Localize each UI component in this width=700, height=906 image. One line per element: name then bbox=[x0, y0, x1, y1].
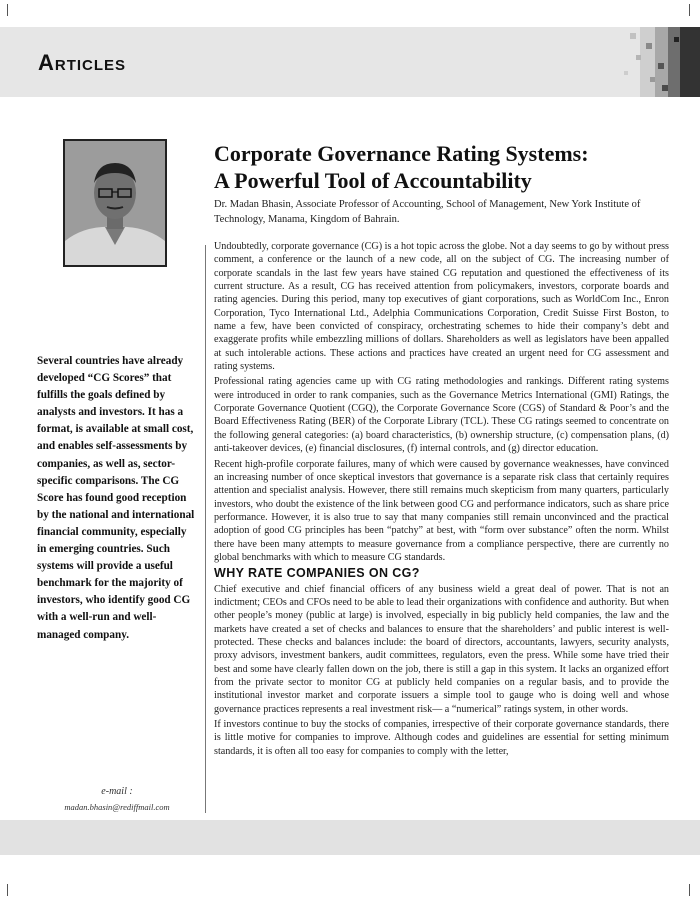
author-email: madan.bhasin@rediffmail.com bbox=[64, 802, 170, 812]
article-title-line2: A Powerful Tool of Accountability bbox=[214, 168, 532, 193]
author-photo bbox=[63, 139, 167, 267]
crop-mark bbox=[7, 4, 8, 16]
body-paragraph: Undoubtedly, corporate governance (CG) is a hot topic across the globe. Not a day seems to go by without press comment, a conference or the launch of a new code, all on the subject of CG. The increasing number of corporate scandals in the last few years have stained CG reputation and questioned the effectiveness of its current structure. As a result, CG has received attention from policymakers, investors, corporate boards and rating agencies. During this period, many top executives of giant corporations, such as WorldCom Inc., Enron Corporation, Tyco International Ltd., Adelphia Communications Corporation, Credit Suisse First Boston, to name a few, have been convicted of conspiracy, orchestrating schemes to hide their company’s debt and exaggerate profits while embezzling millions of dollars. Shareholders as well as legislators have been appalled at such intolerable actions. These actions and practices have created an urgent need for CG assessment and rating systems. bbox=[214, 241, 669, 373]
section-subheading: WHY RATE COMPANIES ON CG? bbox=[214, 566, 420, 581]
column-divider bbox=[205, 245, 206, 813]
crop-mark bbox=[689, 4, 690, 16]
article-title bbox=[214, 140, 684, 194]
crop-mark bbox=[689, 884, 690, 896]
article-title-line1: Corporate Governance Rating Systems: bbox=[214, 141, 589, 166]
sidebar-pull-quote: Several countries have already developed “CG Scores” that fulfills the goals defined by analysts and investors. It has a format, is available at small cost, and enables self-assessments by companies, as well as, sector-specific comparisons. The CG Score has found good reception by the national and international financial community, especially in emerging countries. Such systems will provide a useful benchmark for the majority of investors, who identify good CG with a well-run and well-managed company. bbox=[37, 355, 195, 641]
section-title: Articles bbox=[38, 50, 127, 75]
body-paragraph: If investors continue to buy the stocks of companies, irrespective of their corporate governance standards, there is little motive for companies to improve. Although codes and guidelines are essential for setting minimum standards, it is often all too easy for companies to comply with the letter, bbox=[214, 719, 669, 757]
body-paragraph: Recent high-profile corporate failures, many of which were caused by governance weaknesses, have convinced an increasing number of once skeptical investors that governance is a separate risk class that certainly requires attention and specialist analysis. However, there still remains much skepticism from many quarters, particularly investors, who doubt the existence of the link between good CG and performance indicators, such as share price performance. However, it is also true to say that many companies still remain unconvinced and the practical adoption of good CG principles has been “patchy” at best, with “form over substance” often the norm. Whilst there have been many attempts to measure governance from a compliance perspective, there are currently no global benchmarks with which to measure CG standards. bbox=[214, 458, 669, 563]
body-paragraph: Chief executive and chief financial officers of any business wield a great deal of power. That is not an indictment; CEOs and CFOs need to be able to lead their organizations with confidence and authority. But when other people’s money (public at large) is involved, especially in big publicly held companies, the law and the markets have created a set of checks and balances to ensure that the shareholders’ and public interest is well-protected. These checks and balances include: the board of directors, accountants, lawyers, security analysts, proxy advisors, investment bankers, audit committees, regulators, even the press. While some have tried their best and some have clearly fallen down on the job, there is still a gap in this system. It lacks an organized effort from the private sector to monitor CG at publicly held companies on a regular basis, and to provide the institutional investor market and corporate issuers a simple tool to gauge who is doing well and whose governance practices represents a real investment risk— a “numerical” ratings system, in other words. bbox=[214, 583, 669, 715]
pixel-decoration bbox=[600, 27, 700, 97]
author-byline: Dr. Madan Bhasin, Associate Professor of Accounting, School of Management, New York Institute of Technology, Manama, Kingdom of Bahrain. bbox=[214, 199, 641, 225]
crop-mark bbox=[7, 884, 8, 896]
body-paragraph: Professional rating agencies came up with CG rating methodologies and rankings. Different rating systems were introduced in order to rank companies, such as the Governance Metrics International (GMI) Ratings, the Corporate Governance Quotient (CGQ), the Corporate Governance Score (CGS) of Standard & Poor’s and the Board Effectiveness Rating (BER) of the Corporate Library (TCL). These CG ratings seemed to concentrate on the following general categories: (a) board characteristics, (b) ownership structure, (c) compensation plans, (d) anti-takeover devices, (e) financial disclosures, (f) internal controls, and (g) director education. bbox=[214, 376, 669, 455]
email-label: e-mail : bbox=[101, 786, 133, 797]
author-portrait-image bbox=[65, 141, 165, 265]
article-body bbox=[214, 240, 669, 760]
footer-band bbox=[0, 820, 700, 855]
